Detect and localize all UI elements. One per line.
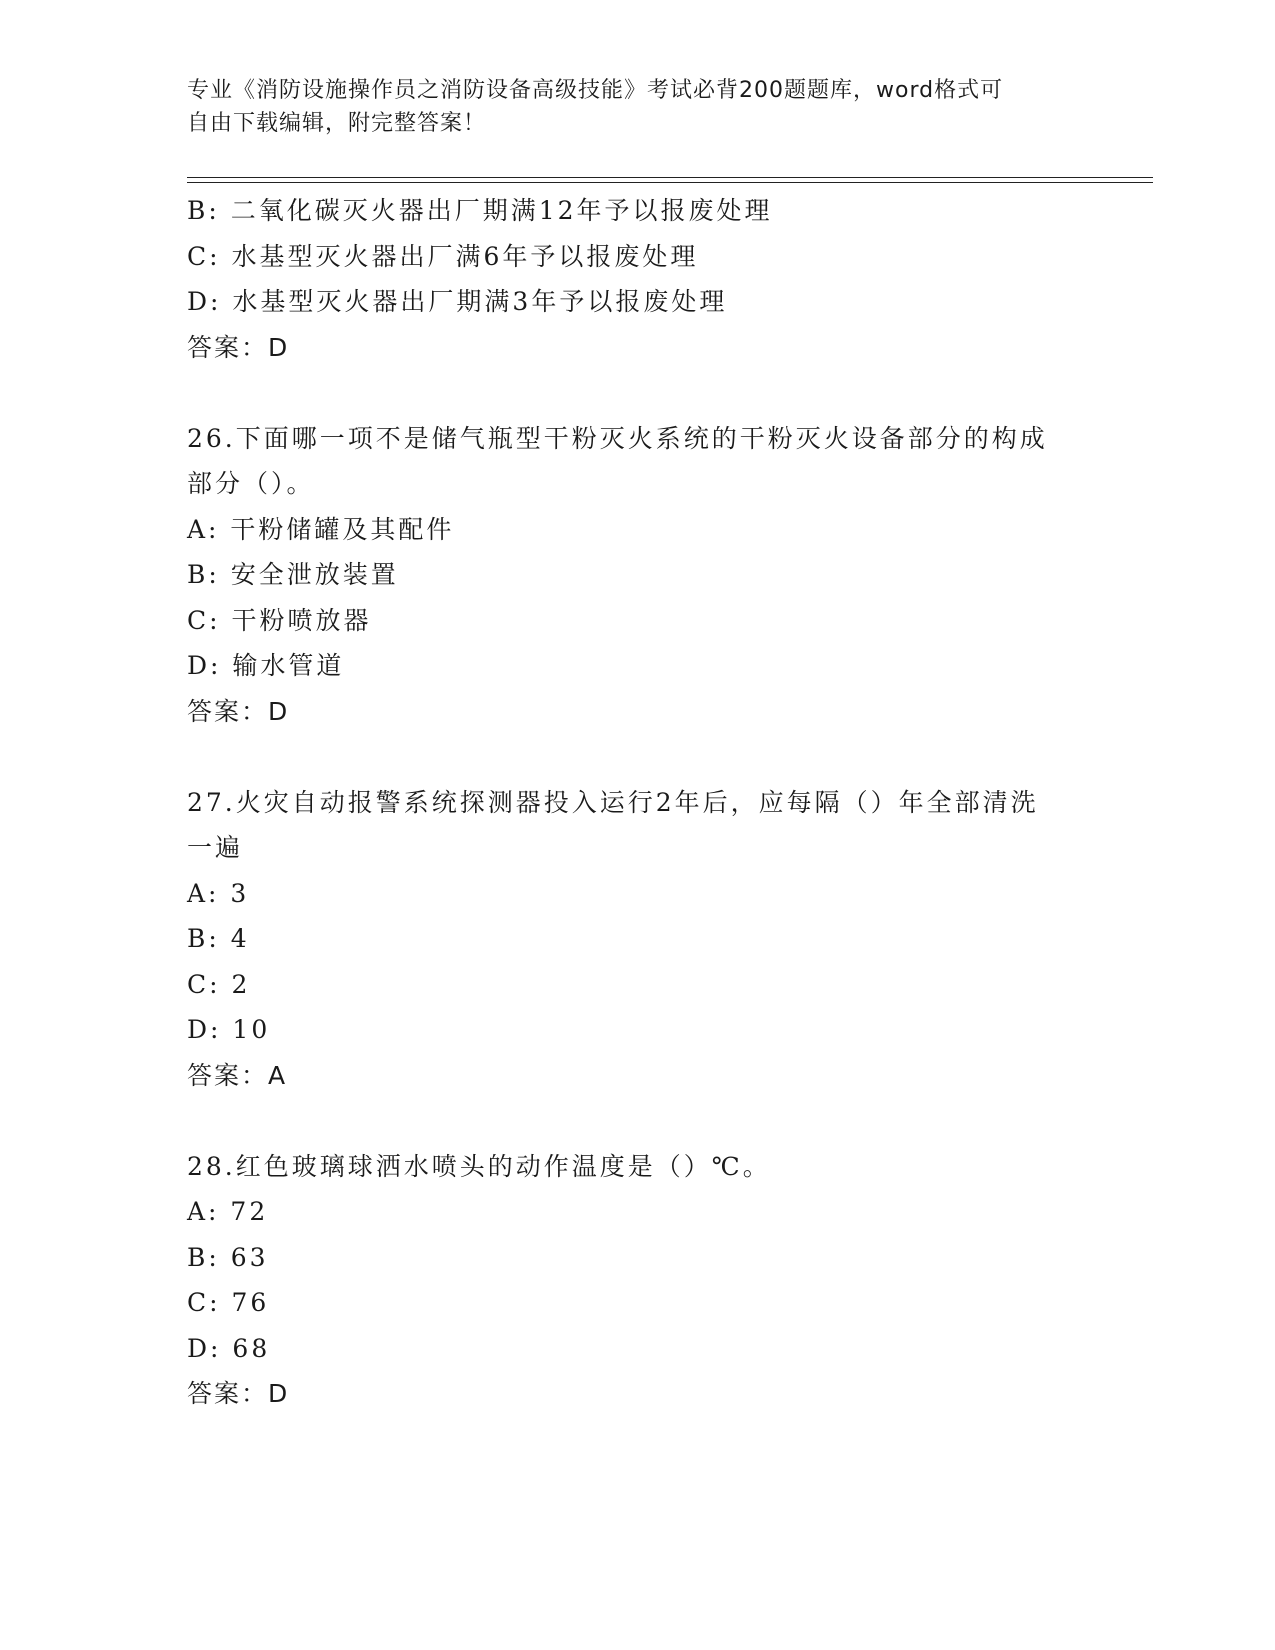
header-line-2: 自由下载编辑，附完整答案！ (187, 111, 487, 136)
option-c: C: 76 (187, 1288, 270, 1317)
header-line-1: 专业《消防设施操作员之消防设备高级技能》考试必背200题题库，word格式可 (187, 78, 1004, 103)
question-content (187, 188, 1087, 1417)
header-divider-top (187, 177, 1153, 178)
answer-line: 答案：A (187, 1060, 288, 1090)
option-c: C: 2 (187, 969, 251, 999)
previous-question-tail (187, 188, 1087, 370)
answer-line: 答案：D (187, 332, 290, 362)
option-b: B: 安全泄放装置 (187, 560, 399, 589)
option-b: B: 63 (187, 1242, 269, 1272)
question-stem: 26.下面哪一项不是储气瓶型干粉灭火系统的干粉灭火设备部分的构成 (187, 423, 1048, 453)
question-stem-continued: 一遍 (187, 833, 244, 862)
option-a: A: 3 (187, 878, 250, 908)
question-28 (187, 1144, 1087, 1417)
question-stem: 28.红色玻璃球洒水喷头的动作温度是（）℃。 (187, 1151, 771, 1181)
option-c: C: 干粉喷放器 (187, 605, 372, 635)
option-c: C: 水基型灭火器出厂满6年予以报废处理 (187, 241, 699, 271)
option-d: D: 水基型灭火器出厂期满3年予以报废处理 (187, 287, 728, 316)
question-26 (187, 416, 1087, 735)
option-d: D: 10 (187, 1015, 271, 1044)
option-a: A: 干粉储罐及其配件 (187, 514, 455, 544)
question-stem: 27.火灾自动报警系统探测器投入运行2年后，应每隔（）年全部清洗 (187, 787, 1039, 817)
question-27 (187, 780, 1087, 1099)
option-a: A: 72 (187, 1197, 269, 1226)
answer-line: 答案：D (187, 1379, 290, 1408)
question-stem-continued: 部分（）。 (187, 469, 315, 498)
answer-line: 答案：D (187, 696, 290, 726)
header-divider-bottom (187, 182, 1153, 183)
option-b: B: 4 (187, 924, 250, 953)
option-d: D: 68 (187, 1333, 271, 1363)
option-b: B: 二氧化碳灭火器出厂期满12年予以报废处理 (187, 196, 773, 225)
option-d: D: 输水管道 (187, 651, 345, 680)
document-header (187, 74, 1067, 140)
